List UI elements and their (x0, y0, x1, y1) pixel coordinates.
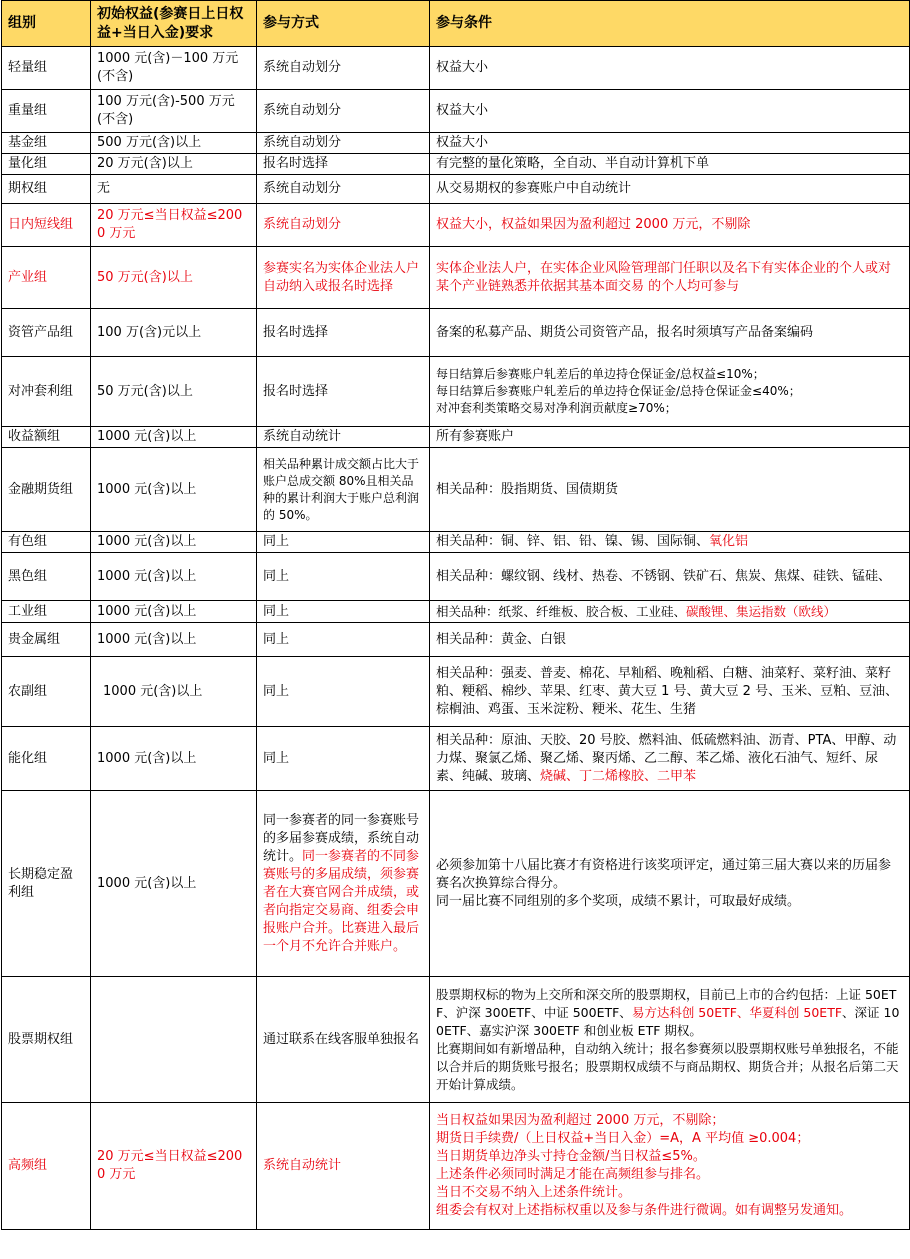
table-row (2, 309, 910, 357)
condition-line: 每日结算后参赛账户轧差后的单边持仓保证金/总权益≤10%； (436, 367, 765, 381)
group-name: 日内短线组 (2, 204, 91, 247)
table-row (2, 727, 910, 791)
equity-requirement: 500 万元(含)以上 (91, 133, 257, 154)
participation-condition (430, 532, 910, 553)
participation-condition: 权益大小，权益如果因为盈利超过 2000 万元，不剔除 (430, 204, 910, 247)
condition-line: 组委会有权对上述指标权重以及参与条件进行微调。如有调整另发通知。 (436, 1203, 853, 1218)
table-row (2, 175, 910, 204)
participation-condition: 权益大小 (430, 47, 910, 90)
participation-method (257, 791, 430, 977)
table-row (2, 657, 910, 727)
condition-text: 相关品种：原油、天胶、20 号胶、燃料油、低硫燃料油、沥青、PTA、甲醇、动力煤、聚氯乙烯、聚乙烯、聚丙烯、乙二醇、苯乙烯、液化石油气、短纤、尿素、纯碱、玻璃、 (436, 732, 897, 784)
table-row (2, 47, 910, 90)
condition-line: 当日期货单边净头寸持仓金额/当日权益≤5%。 (436, 1149, 706, 1164)
participation-condition: 权益大小 (430, 90, 910, 133)
participation-method: 同上 (257, 657, 430, 727)
participation-method: 报名时选择 (257, 357, 430, 427)
table-row (2, 357, 910, 427)
participation-method: 系统自动划分 (257, 90, 430, 133)
participation-condition: 有完整的量化策略，全自动、半自动计算机下单 (430, 154, 910, 175)
group-name: 金融期货组 (2, 448, 91, 532)
table-row (2, 448, 910, 532)
condition-paragraph: 比赛期间如有新增品种，自动纳入统计；报名参赛须以股票期权账号单独报名，不能以合并后的期货账号报名；股票期权成绩不与商品期权、期货合并；从报名后第二天开始计算成绩。 (436, 1040, 899, 1092)
equity-requirement: 1000 元(含)－100 万元(不含) (91, 47, 257, 90)
group-name: 期权组 (2, 175, 91, 204)
group-name: 对冲套利组 (2, 357, 91, 427)
condition-line: 当日不交易不纳入上述条件统计。 (436, 1185, 632, 1200)
equity-requirement: 50 万元(含)以上 (91, 357, 257, 427)
group-name: 重量组 (2, 90, 91, 133)
equity-requirement: 20 万元≤当日权益≤2000 万元 (91, 204, 257, 247)
participation-condition (430, 791, 910, 977)
header-participation-conditions: 参与条件 (430, 1, 910, 47)
participation-condition: 从交易期权的参赛账户中自动统计 (430, 175, 910, 204)
participation-method: 报名时选择 (257, 309, 430, 357)
equity-requirement: 1000 元(含)以上 (91, 791, 257, 977)
table-row (2, 601, 910, 623)
participation-method: 相关品种累计成交额占比大于账户总成交额 80%且相关品种的累计利润大于账户总利润的 50%。 (257, 448, 430, 532)
participation-method: 系统自动统计 (257, 427, 430, 448)
participation-condition (430, 357, 910, 427)
group-name: 基金组 (2, 133, 91, 154)
competition-groups-table (1, 0, 910, 1230)
table-row (2, 791, 910, 977)
equity-requirement: 1000 元(含)以上 (91, 532, 257, 553)
group-name: 有色组 (2, 532, 91, 553)
participation-method: 参赛实名为实体企业法人户自动纳入或报名时选择 (257, 247, 430, 309)
participation-condition: 相关品种：黄金、白银 (430, 623, 910, 657)
participation-condition (430, 977, 910, 1103)
participation-method: 系统自动划分 (257, 133, 430, 154)
condition-paragraph (436, 986, 903, 1040)
equity-requirement: 1000 元(含)以上 (91, 553, 257, 601)
condition-line: 每日结算后参赛账户轧差后的单边持仓保证金/总持仓保证金≤40%； (436, 384, 801, 398)
group-name: 长期稳定盈利组 (2, 791, 91, 977)
participation-condition: 权益大小 (430, 133, 910, 154)
condition-line: 必须参加第十八届比赛才有资格进行该奖项评定，通过第三届大赛以来的历届参赛名次换算综合得分。 (436, 857, 892, 891)
table-row (2, 90, 910, 133)
participation-method: 同上 (257, 623, 430, 657)
condition-line: 上述条件必须同时满足才能在高频组参与排名。 (436, 1167, 710, 1182)
participation-condition: 所有参赛账户 (430, 427, 910, 448)
header-row (2, 1, 910, 47)
equity-requirement: 20 万元≤当日权益≤2000 万元 (91, 1103, 257, 1230)
participation-condition: 相关品种：强麦、普麦、棉花、早籼稻、晚籼稻、白糖、油菜籽、菜籽油、菜籽粕、粳稻、棉纱、苹果、红枣、黄大豆 1 号、黄大豆 2 号、玉米、豆粕、豆油、棕榈油、鸡蛋、玉米淀粉、粳米、花生、生猪 (430, 657, 910, 727)
table-row (2, 553, 910, 601)
participation-method: 报名时选择 (257, 154, 430, 175)
participation-condition: 备案的私募产品、期货公司资管产品，报名时须填写产品备案编码 (430, 309, 910, 357)
condition-new-etf: 易方达科创 50ETF、华夏科创 50ETF (631, 1004, 843, 1020)
participation-method: 系统自动划分 (257, 204, 430, 247)
equity-requirement: 1000 元(含)以上 (91, 601, 257, 623)
group-name: 轻量组 (2, 47, 91, 90)
participation-method: 同上 (257, 553, 430, 601)
participation-condition (430, 1103, 910, 1230)
header-participation-method: 参与方式 (257, 1, 430, 47)
method-merge-note: 同一参赛者的不同参赛账号的多届成绩，须参赛者在大赛官网合并成绩，或者向指定交易商、组委会申报账户合并。比赛进入最后一个月不允许合并账户。 (263, 848, 420, 954)
group-name: 能化组 (2, 727, 91, 791)
condition-new-variety: 碳酸锂、集运指数（欧线） (686, 603, 837, 619)
condition-text: 股票期权标的物为上交所和深交所的股票期权，目前已上市的合约包括：上证 50ETF、沪深 300ETF、中证 500ETF、 (436, 986, 897, 1020)
group-name: 量化组 (2, 154, 91, 175)
equity-requirement: 100 万元(含)-500 万元(不含) (91, 90, 257, 133)
table-row (2, 133, 910, 154)
condition-line: 当日权益如果因为盈利超过 2000 万元，不剔除； (436, 1113, 725, 1128)
participation-condition: 实体企业法人户，在实体企业风险管理部门任职以及名下有实体企业的个人或对某个产业链熟悉并依据其基本面交易 的个人均可参与 (430, 247, 910, 309)
group-name: 收益额组 (2, 427, 91, 448)
equity-requirement: 100 万(含)元以上 (91, 309, 257, 357)
participation-method: 系统自动划分 (257, 175, 430, 204)
table-row (2, 427, 910, 448)
group-name: 高频组 (2, 1103, 91, 1230)
condition-new-variety: 氧化铝 (709, 534, 749, 549)
condition-new-variety: 烧碱、丁二烯橡胶、二甲苯 (540, 768, 697, 784)
condition-line: 期货日手续费/（上日权益+当日入金）=A，A 平均值 ≥0.004； (436, 1131, 810, 1146)
equity-requirement: 1000 元(含)以上 (91, 727, 257, 791)
participation-method: 同上 (257, 532, 430, 553)
participation-method: 通过联系在线客服单独报名 (257, 977, 430, 1103)
equity-requirement: 1000 元(含)以上 (91, 427, 257, 448)
participation-method: 系统自动统计 (257, 1103, 430, 1230)
participation-condition: 相关品种：股指期货、国债期货 (430, 448, 910, 532)
participation-method: 系统自动划分 (257, 47, 430, 90)
equity-requirement: 无 (91, 175, 257, 204)
header-initial-equity: 初始权益(参赛日上日权益+当日入金)要求 (91, 1, 257, 47)
equity-requirement: 1000 元(含)以上 (91, 623, 257, 657)
condition-text: 相关品种：纸浆、纤维板、胶合板、工业硅、 (436, 603, 687, 619)
table-row (2, 204, 910, 247)
condition-text: 、深证 100ETF、嘉实沪深 300ETF 和创业板 ETF 期权。 (436, 1004, 900, 1038)
group-name: 股票期权组 (2, 977, 91, 1103)
participation-condition (430, 601, 910, 623)
table-row (2, 977, 910, 1103)
group-name: 贵金属组 (2, 623, 91, 657)
table-row (2, 247, 910, 309)
equity-requirement: 1000 元(含)以上 (91, 657, 257, 727)
method-text: 同一参赛者的同一参赛账号的多届参赛成绩，系统自动统计。 (263, 812, 420, 864)
equity-requirement (91, 977, 257, 1103)
group-name: 农副组 (2, 657, 91, 727)
participation-condition: 相关品种：螺纹钢、线材、热卷、不锈钢、铁矿石、焦炭、焦煤、硅铁、锰硅、 (430, 553, 910, 601)
condition-line: 同一届比赛不同组别的多个奖项，成绩不累计，可取最好成绩。 (436, 893, 801, 909)
group-name: 资管产品组 (2, 309, 91, 357)
equity-requirement: 20 万元(含)以上 (91, 154, 257, 175)
group-name: 工业组 (2, 601, 91, 623)
participation-method: 同上 (257, 727, 430, 791)
equity-requirement: 1000 元(含)以上 (91, 448, 257, 532)
group-name: 产业组 (2, 247, 91, 309)
header-group: 组别 (2, 1, 91, 47)
table-row (2, 1103, 910, 1230)
group-name: 黑色组 (2, 553, 91, 601)
condition-text: 相关品种：铜、锌、铝、铅、镍、锡、国际铜、 (436, 534, 710, 549)
table-row (2, 154, 910, 175)
table-row (2, 623, 910, 657)
equity-requirement: 50 万元(含)以上 (91, 247, 257, 309)
participation-method: 同上 (257, 601, 430, 623)
table-row (2, 532, 910, 553)
participation-condition (430, 727, 910, 791)
condition-line: 对冲套利类策略交易对净利润贡献度≥70%； (436, 401, 677, 415)
